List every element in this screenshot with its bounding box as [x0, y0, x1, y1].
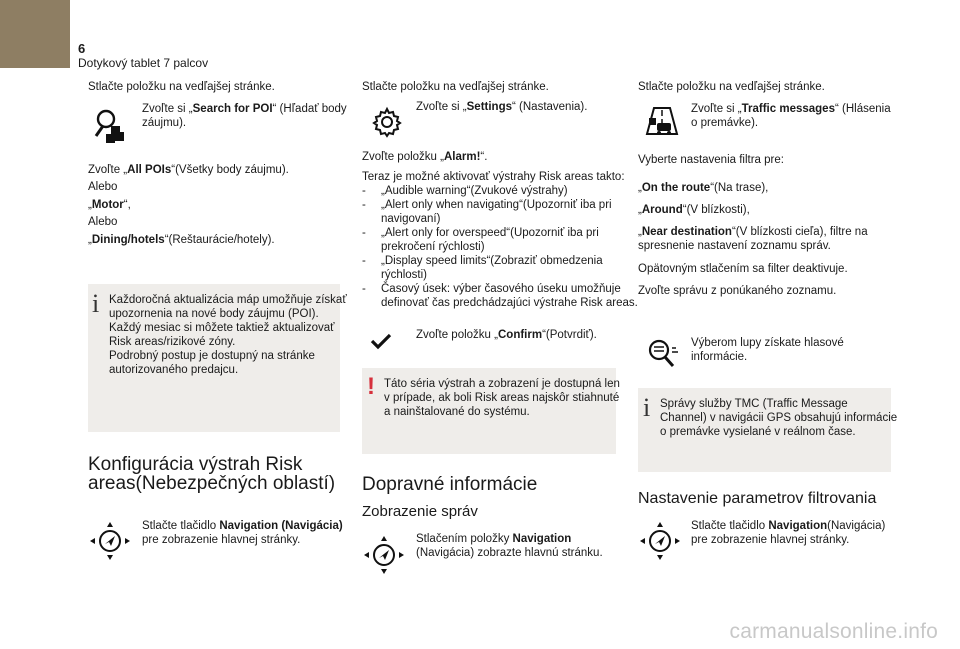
col3-nav-line2: pre zobrazenie hlavnej stránky.	[691, 534, 850, 546]
col3-nav-line1: Stlačte tlačidlo Navigation(Navigácia)	[691, 520, 886, 532]
info-line: autorizovaného predajcu.	[109, 364, 239, 376]
risk-item: „Display speed limits“(Zobraziť obmedzenia	[381, 255, 603, 267]
risk-item: rýchlosti)	[381, 269, 428, 281]
on-route-filter: „On the route“(Na trase),	[638, 182, 769, 194]
info-line: Channel) v navigácii GPS obsahujú informácie	[660, 412, 898, 424]
traffic-messages-line1: Zvoľte si „Traffic messages“ (Hlásenia	[691, 103, 891, 115]
confirm-option: Zvoľte položku „Confirm“(Potvrdiť).	[416, 329, 597, 341]
risk-item: „Alert only when navigating“(Upozorniť iba pri	[381, 199, 612, 211]
near-destination-line2: spresnenie nastavení zoznamu správ.	[638, 240, 831, 252]
page-title: Dotykový tablet 7 palcov	[78, 56, 209, 70]
risk-item: „Alert only for overspeed“(Upozorniť iba pri	[381, 227, 599, 239]
info-line: upozornenia na nové body záujmu (POI).	[109, 308, 319, 320]
voice-info-line1: Výberom lupy získate hlasové	[691, 337, 844, 349]
map-update-info-box	[88, 284, 347, 432]
risk-item: prekročení rýchlosti)	[381, 241, 485, 253]
info-line: o premávke vysielané v reálnom čase.	[660, 426, 856, 438]
search-poi-icon	[94, 108, 128, 146]
info-line: Každý mesiac si môžete taktiež aktualizovať	[109, 322, 335, 334]
alebo-text-1: Alebo	[88, 181, 118, 193]
risk-item: „Audible warning“(Zvukové výstrahy)	[381, 185, 568, 197]
bullet: -	[362, 227, 366, 239]
col1-nav-line2: pre zobrazenie hlavnej stránky.	[142, 534, 301, 546]
warning-line: a nainštalované do systému.	[384, 406, 530, 418]
page-corner-tab	[0, 0, 70, 68]
info-line: Správy služby TMC (Traffic Message	[660, 398, 848, 410]
risk-item: navigovaní)	[381, 213, 441, 225]
deactivate-text: Opätovným stlačením sa filter deaktivuje.	[638, 263, 848, 275]
warning-icon: !	[367, 373, 375, 400]
voice-magnifier-icon	[646, 338, 682, 370]
search-poi-line1: Zvoľte si „Search for POI“ (Hľadať body	[142, 103, 347, 115]
watermark: carmanualsonline.info	[729, 620, 938, 643]
col1-nav-line1: Stlačte tlačidlo Navigation (Navigácia)	[142, 520, 343, 532]
navigation-icon	[362, 534, 406, 576]
view-messages-subheading: Zobrazenie správ	[362, 503, 478, 520]
dining-option: „Dining/hotels“(Reštaurácie/hotely).	[88, 234, 275, 246]
bullet: -	[362, 185, 366, 197]
bullet: -	[362, 283, 366, 295]
traffic-messages-line2: o premávke).	[691, 117, 759, 129]
around-filter: „Around“(V blízkosti),	[638, 204, 750, 216]
alarm-option: Zvoľte položku „Alarm!“.	[362, 151, 488, 163]
filter-intro: Vyberte nastavenia filtra pre:	[638, 154, 784, 166]
col2-intro: Stlačte položku na vedľajšej stránke.	[362, 81, 549, 93]
settings-option: Zvoľte si „Settings“ (Nastavenia).	[416, 101, 588, 113]
near-destination-filter: „Near destination“(V blízkosti cieľa), filtre na	[638, 226, 868, 238]
checkmark-icon	[370, 332, 392, 350]
filter-settings-heading: Nastavenie parametrov filtrovania	[638, 490, 877, 507]
motor-option: „Motor“,	[88, 199, 131, 211]
info-icon: i	[643, 393, 651, 422]
alebo-text-2: Alebo	[88, 216, 118, 228]
bullet: -	[362, 255, 366, 267]
info-line: Risk areas/rizikové zóny.	[109, 336, 236, 348]
warning-line: Táto séria výstrah a zobrazení je dostupná len	[384, 378, 620, 390]
info-icon: i	[92, 289, 100, 318]
col2-nav-line2: (Navigácia) zobrazte hlavnú stránku.	[416, 547, 603, 559]
risk-item: definovať čas predchádzajúci výstrahe Risk areas.	[381, 297, 638, 309]
risk-warning-box	[362, 368, 620, 454]
risk-areas-heading-line1: Konfigurácia výstrah Risk	[88, 454, 303, 475]
tmc-info-box	[638, 388, 898, 472]
all-pois-option: Zvoľte „All POIs“(Všetky body záujmu).	[88, 164, 289, 176]
bullet: -	[362, 199, 366, 211]
info-line: Každoročná aktualizácia máp umožňuje získať	[109, 294, 347, 306]
col2-nav-line1: Stlačením položky Navigation	[416, 533, 572, 545]
risk-areas-heading-line2: areas(Nebezpečných oblastí)	[88, 473, 336, 494]
risk-intro: Teraz je možné aktivovať výstrahy Risk areas takto:	[362, 171, 625, 183]
traffic-messages-icon	[644, 104, 680, 138]
page-number: 6	[78, 41, 86, 56]
voice-info-line2: informácie.	[691, 351, 748, 363]
search-poi-line2: záujmu).	[142, 117, 187, 129]
info-line: Podrobný postup je dostupný na stránke	[109, 350, 315, 362]
navigation-icon	[88, 520, 132, 562]
col1-intro: Stlačte položku na vedľajšej stránke.	[88, 81, 275, 93]
navigation-icon	[638, 520, 682, 562]
gear-icon	[370, 105, 404, 139]
warning-line: v prípade, ak boli Risk areas najskôr stiahnuté	[384, 392, 620, 404]
traffic-info-heading: Dopravné informácie	[362, 474, 538, 495]
col3-intro: Stlačte položku na vedľajšej stránke.	[638, 81, 825, 93]
risk-item: Časový úsek: výber časového úseku umožňuje	[381, 283, 621, 295]
choose-message-text: Zvoľte správu z ponúkaného zoznamu.	[638, 285, 837, 297]
